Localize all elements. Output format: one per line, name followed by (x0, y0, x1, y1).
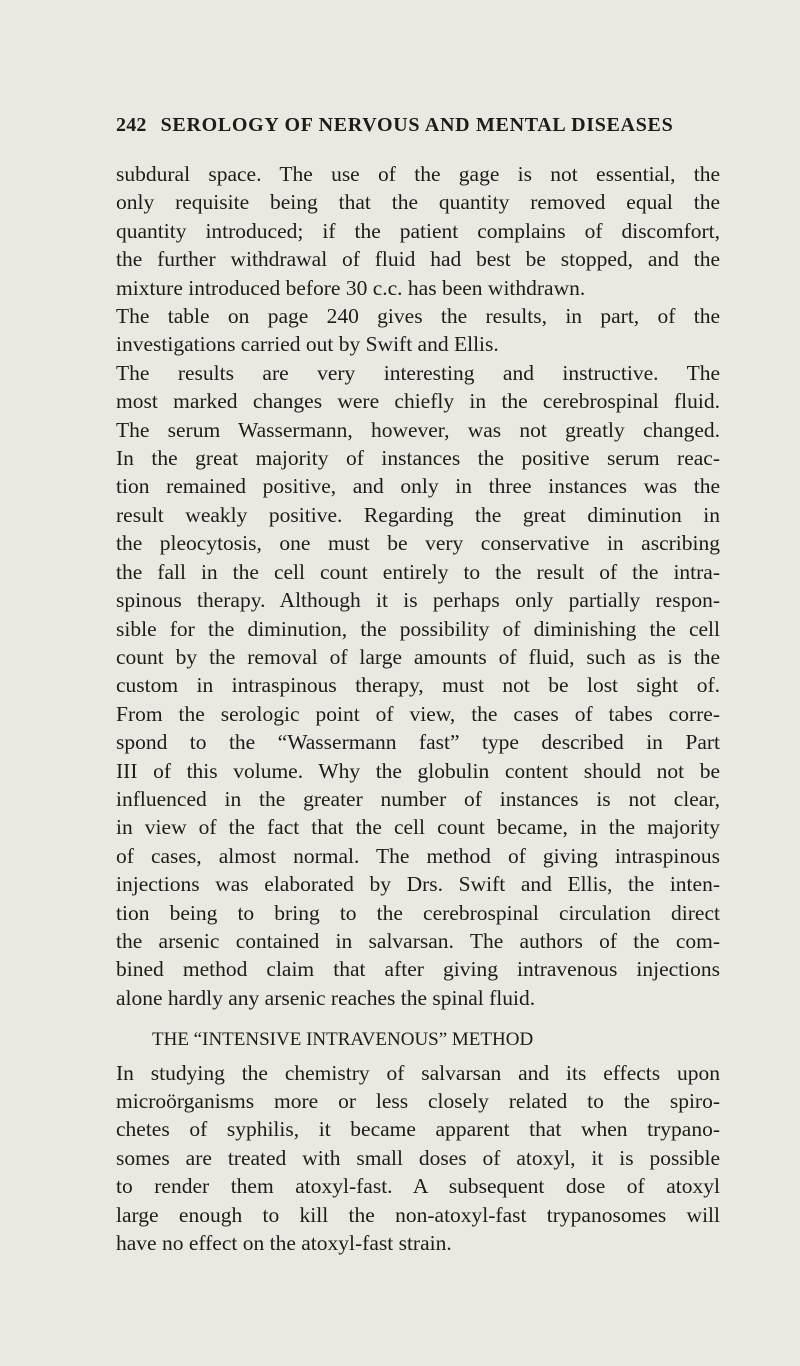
paragraph-3 (116, 359, 720, 1012)
text-line: investigations carried out by Swift and Ellis. (116, 332, 499, 357)
text-line: large enough to kill the non-atoxyl-fast trypanosomes will (116, 1202, 720, 1227)
text-line: From the serologic point of view, the cases of tabes corre- (116, 701, 720, 726)
paragraph-2 (116, 302, 720, 359)
text-line: influenced in the greater number of instances is not clear, (116, 786, 720, 811)
text-line: in view of the fact that the cell count became, in the majority (116, 815, 720, 840)
text-line: bined method claim that after giving intravenous injections (116, 957, 720, 982)
text-line: the pleocytosis, one must be very conservative in ascribing (116, 531, 720, 556)
text-line: alone hardly any arsenic reaches the spinal fluid. (116, 985, 536, 1010)
text-line: injections was elaborated by Drs. Swift and Ellis, the inten- (116, 872, 720, 897)
text-line: most marked changes were chiefly in the cerebrospinal fluid. (116, 389, 720, 414)
running-head: SEROLOGY OF NERVOUS AND MENTAL DISEASES (160, 114, 674, 136)
text-line: III of this volume. Why the globulin content should not be (116, 758, 720, 783)
text-line: of cases, almost normal. The method of giving intraspinous (116, 843, 720, 868)
text-line: microörganisms more or less closely related to the spiro- (116, 1089, 720, 1113)
text-line: chetes of syphilis, it became apparent that when trypano- (116, 1117, 720, 1142)
text-line: somes are treated with small doses of atoxyl, it is possible (116, 1145, 720, 1170)
text-line: have no effect on the atoxyl-fast strain. (116, 1231, 452, 1256)
text-line: The serum Wassermann, however, was not greatly changed. (116, 417, 720, 442)
text-line: custom in intraspinous therapy, must not be lost sight of. (116, 673, 720, 698)
section-heading: THE “INTENSIVE INTRAVENOUS” METHOD (152, 1029, 534, 1051)
text-line: In the great majority of instances the positive serum reac- (116, 446, 720, 471)
paragraph-4 (116, 1059, 720, 1258)
text-line: sible for the diminution, the possibility of diminishing the cell (116, 616, 720, 641)
text-line: tion remained positive, and only in three instances was the (116, 474, 720, 499)
text-line: the fall in the cell count entirely to the result of the intra- (116, 559, 720, 584)
text-line: the further withdrawal of fluid had best be stopped, and the (116, 247, 720, 272)
page-header (116, 114, 716, 137)
text-line: spond to the “Wassermann fast” type described in Part (116, 730, 720, 755)
text-line: tion being to bring to the cerebrospinal circulation direct (116, 900, 720, 925)
text-line: count by the removal of large amounts of fluid, such as is the (116, 644, 720, 669)
text-line: quantity introduced; if the patient complains of discomfort, (116, 218, 720, 243)
text-line: In studying the chemistry of salvarsan and its effects upon (116, 1060, 720, 1085)
paragraph-1 (116, 160, 720, 302)
text-line: The table on page 240 gives the results, in part, of the (116, 304, 720, 329)
text-line: to render them atoxyl-fast. A subsequent dose of atoxyl (116, 1174, 720, 1199)
text-line: subdural space. The use of the gage is not essential, the (116, 162, 720, 186)
text-line: only requisite being that the quantity removed equal the (116, 190, 720, 215)
body-text (116, 160, 720, 1257)
text-line: the arsenic contained in salvarsan. The authors of the com- (116, 928, 720, 953)
page-number: 242 (116, 114, 147, 136)
text-line: spinous therapy. Although it is perhaps only partially respon- (116, 588, 720, 613)
text-line: result weakly positive. Regarding the great diminution in (116, 502, 720, 527)
text-line: mixture introduced before 30 c.c. has been withdrawn. (116, 275, 586, 300)
text-line: The results are very interesting and instructive. The (116, 360, 720, 385)
